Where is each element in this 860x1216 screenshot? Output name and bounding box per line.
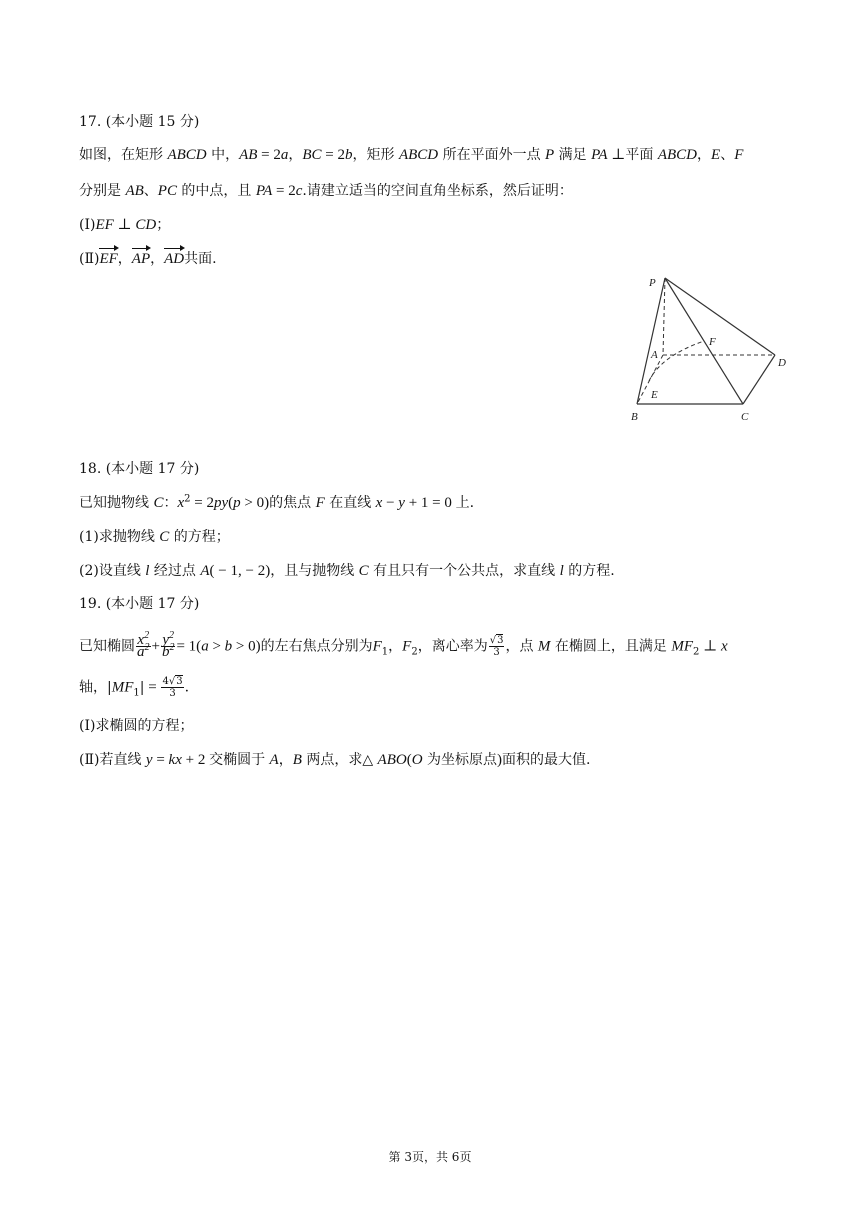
problem-18-part1: (1)求抛物线 C 的方程； (79, 529, 230, 545)
problem-18-part2: (2)设直线 l 经过点 A( − 1, − 2)，且与抛物线 C 有且只有一个公共点，求直线 l 的方程. (79, 563, 615, 579)
label-F: F (709, 336, 716, 348)
problem-17-part2: (Ⅱ)EF，AP，AD共面. (79, 251, 217, 267)
edge-PB (637, 278, 665, 404)
problem-19-header: 19. (本小题 17 分) (79, 596, 200, 612)
edge-CD (743, 355, 775, 404)
problem-17-part1: (Ⅰ)EF ⊥ CD； (79, 217, 171, 233)
label-C: C (741, 411, 749, 423)
problem-19-part1: (Ⅰ)求椭圆的方程； (79, 718, 194, 734)
segment-EF (649, 341, 704, 381)
label-D: D (778, 357, 786, 369)
problem-19-statement-line1: 已知椭圆 $\frac{x^2}{a^2}$ + $\frac{y^2}{b^2}$ = 1(a > b > 0)的左右焦点分别为$F_1$，$F_2$，离心率为 $\frac{√3}{3}$ ，点 M 在椭圆上，且满足 $MF_2$ ⊥ x (79, 630, 728, 660)
problem-19-statement-line2: 轴，$|MF_1|$ = $\frac{4√3}{3}$ . (79, 676, 190, 699)
edge-PD (665, 278, 775, 355)
problem-19-part2: (Ⅱ)若直线 y = kx + 2 交椭圆于 A，B 两点，求△ ABO(O 为坐标原点)面积的最大值. (79, 752, 591, 768)
problem-17-statement-line1: 如图，在矩形 ABCD 中，AB = 2a，BC = 2b，矩形 ABCD 所在平面外一点 P 满足 PA ⊥平面 ABCD，E、F (79, 147, 744, 163)
label-B: B (631, 411, 638, 423)
edge-PC (665, 278, 743, 404)
label-E: E (651, 389, 658, 401)
problem-18-header: 18. (本小题 17 分) (79, 461, 200, 477)
page-footer: 第 3页，共 6页 (388, 1150, 472, 1164)
label-A: A (651, 349, 658, 361)
problem-17-statement-line2: 分别是 AB、PC 的中点，且 PA = 2c.请建立适当的空间直角坐标系，然后证明： (79, 183, 573, 199)
pyramid-figure (625, 268, 795, 428)
label-P: P (649, 277, 656, 289)
problem-17-header: 17. (本小题 15 分) (79, 114, 200, 130)
problem-18-statement: 已知抛物线 C：$x^2 = 2py(p > 0)$的焦点 F 在直线 x − y + 1 = 0 上. (79, 493, 475, 511)
edge-PA (663, 278, 665, 355)
